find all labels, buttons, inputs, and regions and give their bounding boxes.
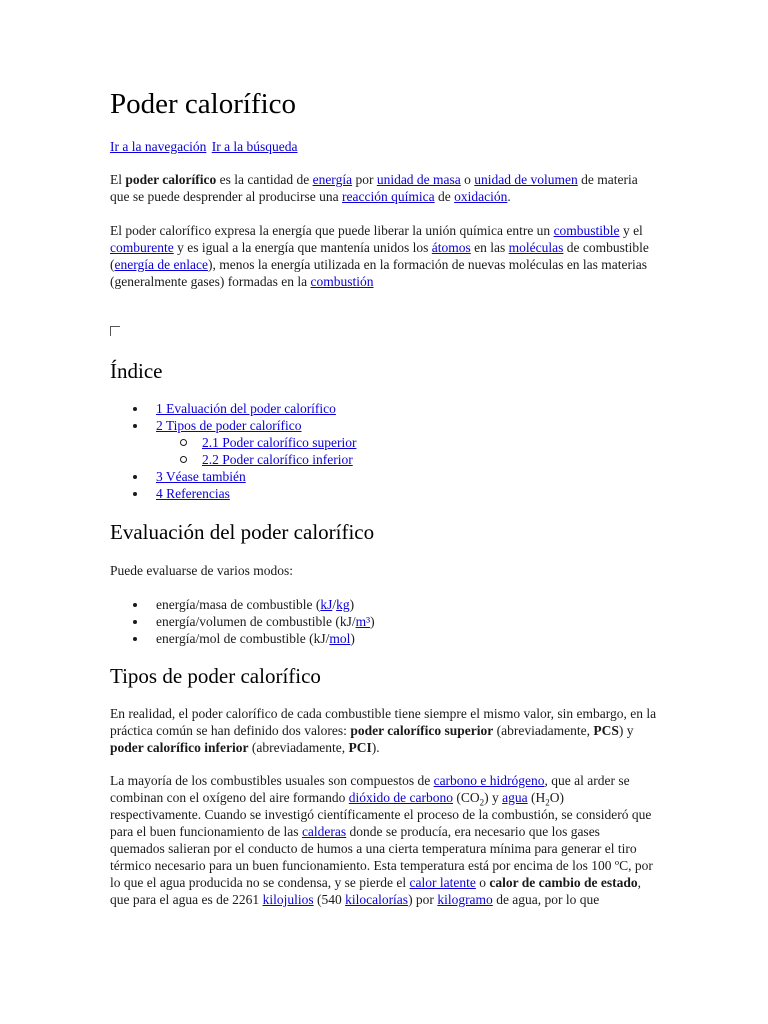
text: (540 — [313, 892, 346, 907]
text: por — [352, 172, 377, 187]
text: o — [460, 172, 475, 187]
intro-paragraph — [110, 171, 658, 205]
link-energia[interactable]: energía — [312, 172, 353, 187]
list-item — [110, 596, 375, 613]
toc-item — [110, 485, 356, 502]
link-unidad-de-volumen[interactable]: unidad de volumen — [474, 172, 578, 187]
link-energia-de-enlace[interactable]: energía de enlace — [114, 257, 208, 272]
text: , que al arder se combinan con el oxígeno del aire formando — [110, 773, 630, 805]
toc-subitem — [110, 434, 356, 451]
term-bold: poder calorífico — [125, 172, 217, 187]
toc-heading: Índice — [110, 359, 163, 383]
link-combustion[interactable]: combustión — [310, 274, 374, 289]
text: ) — [370, 614, 375, 629]
link-moleculas[interactable]: moléculas — [508, 240, 564, 255]
text: ). — [371, 740, 380, 755]
section-heading-evaluacion: Evaluación del poder calorífico — [110, 520, 375, 544]
link-dioxido-de-carbono[interactable]: dióxido de carbono — [348, 790, 454, 805]
term-bold: PCI — [348, 740, 372, 755]
text: de — [434, 189, 455, 204]
link-reaccion-quimica[interactable]: reacción química — [342, 189, 435, 204]
text: en las — [470, 240, 509, 255]
tipos-paragraph-2 — [110, 772, 658, 908]
text: ), menos la energía utilizada en la formación de nuevas moléculas en las materias (generalmente gases) formadas en la — [110, 257, 648, 289]
text: energía/volumen de combustible (kJ/ — [156, 614, 356, 629]
text: O) respectivamente. Cuando se investigó científicamente el proceso de la combustión, se consideró que para el buen funcionamiento de las — [110, 790, 652, 839]
text: (abreviadamente, — [493, 723, 594, 738]
text: o — [475, 875, 490, 890]
text: de combustible ( — [110, 240, 649, 272]
toc-toggle-checkbox[interactable] — [110, 326, 121, 337]
link-kilocalorias[interactable]: kilocalorías — [345, 892, 409, 907]
toc-item — [110, 417, 356, 434]
subscript: 2 — [545, 797, 550, 808]
text: . — [507, 189, 511, 204]
text: / — [332, 597, 337, 612]
term-bold: poder calorífico superior — [350, 723, 494, 738]
toc-link-inferior[interactable]: 2.2 Poder calorífico inferior — [202, 452, 353, 467]
text: , que para el agua es de 2261 — [110, 875, 641, 907]
text: (H — [527, 790, 546, 805]
toc-link-vease-tambien[interactable]: 3 Véase también — [156, 469, 246, 484]
subscript: 2 — [479, 797, 485, 808]
text: ) — [350, 631, 355, 646]
list-item — [110, 613, 375, 630]
text: El poder calorífico expresa la energía que puede liberar la unión química entre un — [110, 223, 554, 238]
text: donde se producía, era necesario que los gases quemados salieran por el conducto de humos a una cierta temperatura mínima para generar el tiro térmico necesario para un buen funcionamiento. Esta temperatura está por encima de los 100 ºC, por lo que el agua producida no se condensa, y se pierde el — [110, 824, 653, 890]
text: ) y — [484, 790, 503, 805]
toc-list — [110, 400, 356, 502]
link-carbono-e-hidrogeno[interactable]: carbono e hidrógeno — [433, 773, 545, 788]
link-comburente[interactable]: comburente — [110, 240, 174, 255]
text: energía/mol de combustible (kJ/ — [156, 631, 330, 646]
link-m3[interactable]: m³ — [355, 614, 371, 629]
list-item — [110, 630, 375, 647]
link-oxidacion[interactable]: oxidación — [454, 189, 508, 204]
tipos-paragraph-1 — [110, 705, 658, 756]
text: En realidad, el poder calorífico de cada combustible tiene siempre el mismo valor, sin embargo, en la práctica común se han definido dos valores: — [110, 706, 657, 738]
link-kj[interactable]: kJ — [320, 597, 333, 612]
link-combustible[interactable]: combustible — [553, 223, 620, 238]
text: es la cantidad de — [216, 172, 313, 187]
text: ) y — [618, 723, 634, 738]
term-bold: poder calorífico inferior — [110, 740, 249, 755]
text: de materia que se puede desprender al producirse una — [110, 172, 638, 204]
evaluacion-list — [110, 596, 375, 647]
link-agua[interactable]: agua — [502, 790, 528, 805]
section-heading-tipos: Tipos de poder calorífico — [110, 664, 321, 688]
link-calderas[interactable]: calderas — [301, 824, 347, 839]
link-unidad-de-masa[interactable]: unidad de masa — [376, 172, 461, 187]
text: El — [110, 172, 126, 187]
link-kilogramo[interactable]: kilogramo — [437, 892, 493, 907]
link-kilojulios[interactable]: kilojulios — [262, 892, 314, 907]
text: energía/masa de combustible ( — [156, 597, 321, 612]
toc-link-tipos[interactable]: 2 Tipos de poder calorífico — [156, 418, 302, 433]
text: de agua, por lo que — [492, 892, 600, 907]
text: La mayoría de los combustibles usuales son compuestos de — [110, 773, 434, 788]
toc-link-superior[interactable]: 2.1 Poder calorífico superior — [202, 435, 357, 450]
toc-subitem — [110, 451, 356, 468]
toc-item — [110, 468, 356, 485]
term-bold: calor de cambio de estado — [489, 875, 638, 890]
text: y es igual a la energía que mantenía unidos los — [173, 240, 432, 255]
link-atomos[interactable]: átomos — [431, 240, 471, 255]
text: ) por — [408, 892, 438, 907]
toc-link-evaluacion[interactable]: 1 Evaluación del poder calorífico — [156, 401, 336, 416]
jump-links — [110, 138, 300, 155]
link-mol[interactable]: mol — [329, 631, 351, 646]
text: y el — [619, 223, 643, 238]
toc-link-referencias[interactable]: 4 Referencias — [156, 486, 230, 501]
toc-item — [110, 400, 356, 417]
link-kg[interactable]: kg — [336, 597, 350, 612]
link-calor-latente[interactable]: calor latente — [409, 875, 476, 890]
text: (abreviadamente, — [248, 740, 349, 755]
definition-paragraph — [110, 222, 658, 290]
text: ) — [349, 597, 355, 612]
page-title: Poder calorífico — [110, 88, 297, 120]
skip-to-search-link[interactable]: Ir a la búsqueda — [211, 139, 298, 154]
skip-to-navigation-link[interactable]: Ir a la navegación — [110, 139, 207, 154]
evaluacion-intro: Puede evaluarse de varios modos: — [110, 563, 293, 578]
text: (CO — [453, 790, 480, 805]
term-bold: PCS — [593, 723, 619, 738]
